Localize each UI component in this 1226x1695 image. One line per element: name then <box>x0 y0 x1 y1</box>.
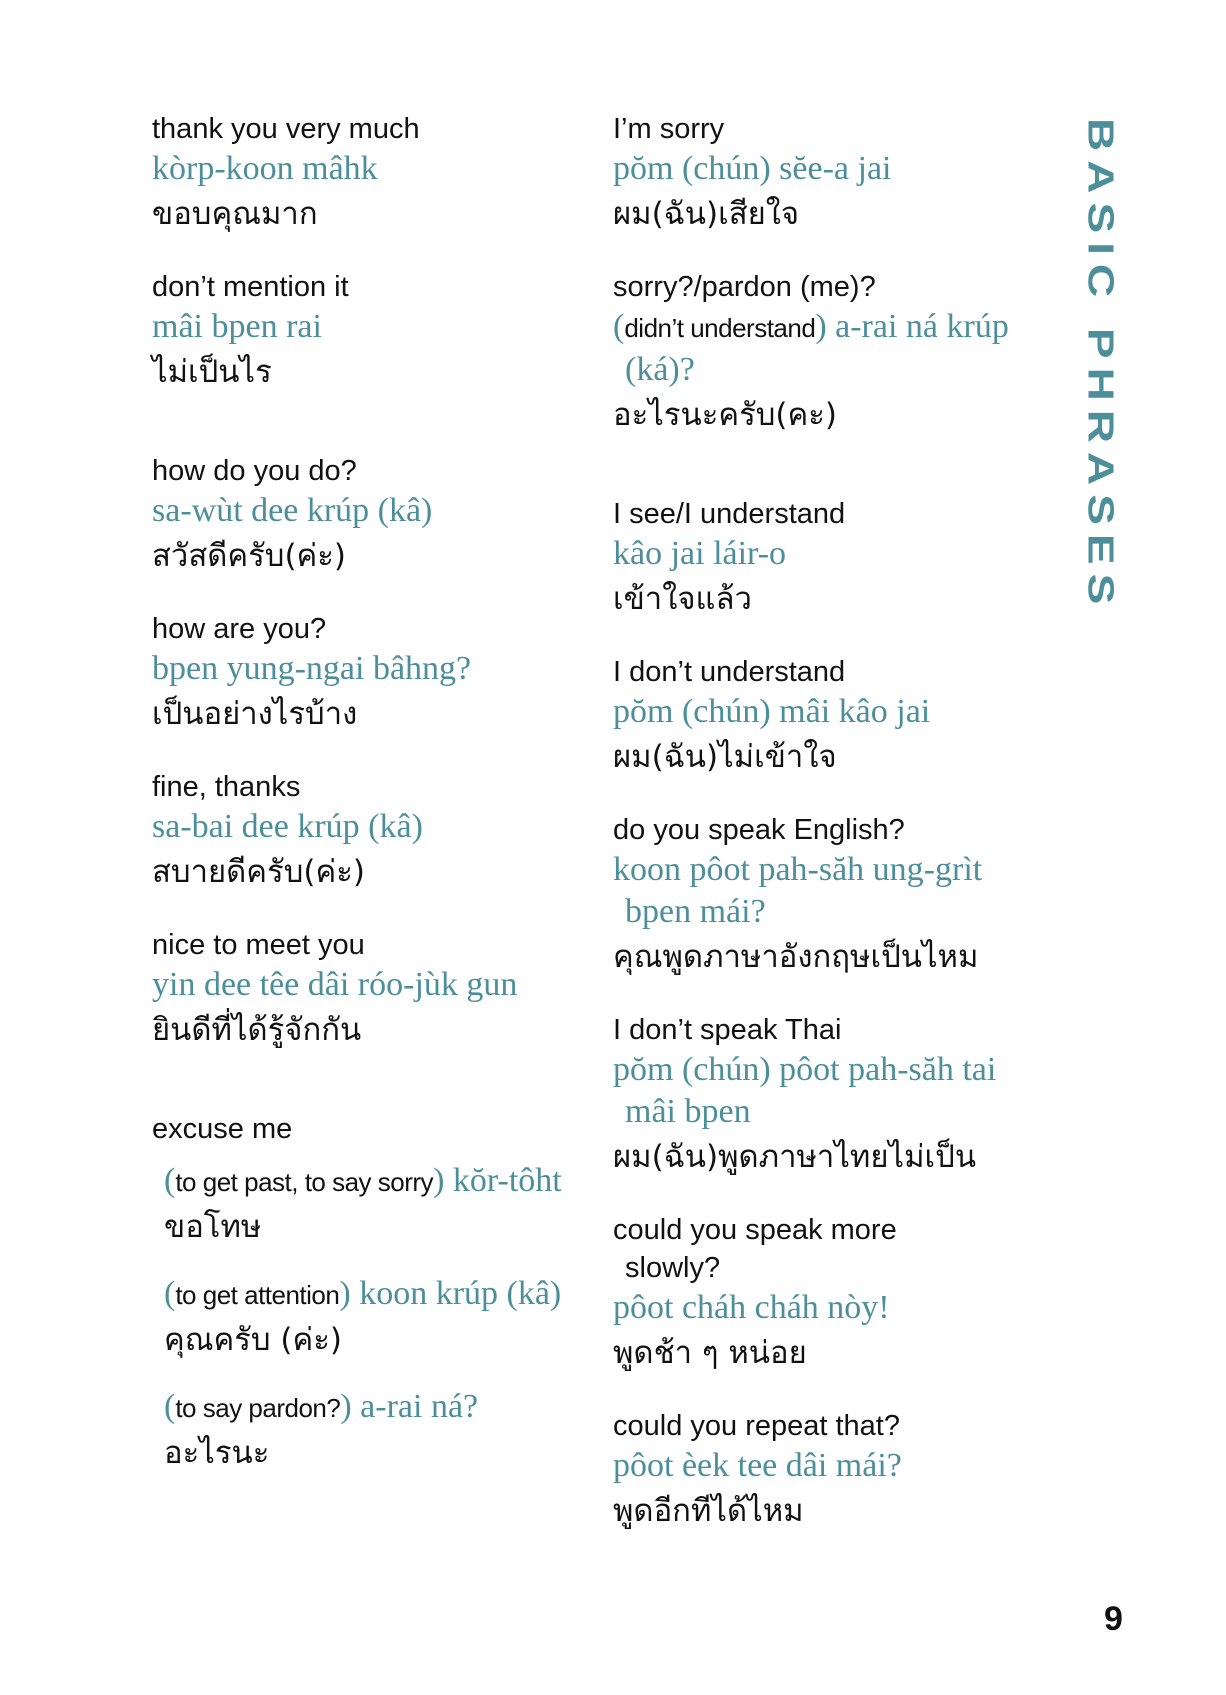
thai-script: พูดช้า ๆ หน่อย <box>613 1335 807 1371</box>
transliteration: bpen yung-ngai bâhng? <box>152 650 472 687</box>
phrase-entry <box>613 1211 1033 1377</box>
thai-script: อะไรนะครับ(คะ) <box>613 397 837 433</box>
usage-variant: (to say pardon?) a-rai ná? อะไรนะ <box>152 1386 592 1477</box>
usage-variant: (to get attention) koon krúp (kâ) คุณครับ (ค่ะ) <box>152 1273 592 1364</box>
thai-script: คุณครับ (ค่ะ) <box>164 1322 342 1358</box>
english-phrase: how do you do? <box>152 455 357 487</box>
phrase-entry <box>152 110 592 238</box>
usage-context: to say pardon? <box>175 1393 341 1423</box>
transliteration: pŏm (chún) sĕe-a jai <box>613 150 892 187</box>
thai-script: สวัสดีครับ(ค่ะ) <box>152 538 347 574</box>
phrase-entry <box>613 110 1033 238</box>
thai-script: ขอบคุณมาก <box>152 196 318 232</box>
usage-context: to get past, to say sorry <box>175 1167 434 1197</box>
transliteration: a-rai ná? <box>360 1388 479 1425</box>
transliteration: pŏm (chún) mâi kâo jai <box>613 693 931 730</box>
english-phrase-continued: slowly? <box>625 1252 721 1284</box>
section-title: BASIC PHRASES <box>1080 118 1122 614</box>
phrase-entry <box>152 452 592 580</box>
phrase-entry-excuse-me <box>152 1110 592 1477</box>
thai-script: พูดอีกทีได้ไหม <box>613 1493 804 1529</box>
transliteration: mâi bpen rai <box>152 308 322 345</box>
english-phrase: I’m sorry <box>613 113 725 145</box>
usage-context: to get attention <box>175 1280 340 1310</box>
phrase-entry <box>152 926 592 1054</box>
english-phrase: how are you? <box>152 613 327 645</box>
thai-script: ไม่เป็นไร <box>152 354 272 390</box>
thai-script: ผม(ฉัน)ไม่เข้าใจ <box>613 739 837 775</box>
thai-script: ผม(ฉัน)พูดภาษาไทยไม่เป็น <box>613 1139 977 1175</box>
english-phrase: I don’t understand <box>613 656 846 688</box>
transliteration: kòrp-koon mâhk <box>152 150 378 187</box>
thai-script: เข้าใจแล้ว <box>613 581 752 617</box>
transliteration-continued: mâi bpen <box>625 1093 751 1130</box>
english-phrase: don’t mention it <box>152 271 349 303</box>
transliteration: koon krúp (kâ) <box>359 1275 562 1312</box>
transliteration-continued: bpen mái? <box>625 893 766 930</box>
english-phrase: I don’t speak Thai <box>613 1014 842 1046</box>
english-phrase: nice to meet you <box>152 929 365 961</box>
thai-script: เป็นอย่างไรบ้าง <box>152 696 358 732</box>
phrase-entry <box>613 653 1033 781</box>
transliteration: pŏm (chún) pôot pah-săh tai <box>613 1051 997 1088</box>
transliteration: sa-wùt dee krúp (kâ) <box>152 492 433 529</box>
transliteration: koon pôot pah-săh ung-grìt <box>613 851 983 888</box>
english-phrase: could you repeat that? <box>613 1410 900 1442</box>
phrase-entry <box>613 1407 1033 1535</box>
thai-script: ยินดีที่ได้รู้จักกัน <box>152 1012 362 1048</box>
phrase-entry <box>152 768 592 896</box>
thai-script: คุณพูดภาษาอังกฤษเป็นไหม <box>613 939 979 975</box>
phrase-entry: sorry?/pardon (me)? (didn’t understand) a-rai ná krúp (ká)? อะไรนะครับ(คะ) <box>613 268 1033 439</box>
phrase-entry <box>613 811 1033 981</box>
phrase-entry <box>152 268 592 396</box>
transliteration-continued: (ká)? <box>625 351 695 388</box>
thai-script: สบายดีครับ(ค่ะ) <box>152 854 365 890</box>
phrase-entry <box>613 495 1033 623</box>
english-phrase: do you speak English? <box>613 814 905 846</box>
thai-script: อะไรนะ <box>164 1435 270 1471</box>
usage-variant: (to get past, to say sorry) kŏr-tôht ขอโทษ <box>152 1160 592 1251</box>
transliteration: sa-bai dee krúp (kâ) <box>152 808 423 845</box>
phrase-entry <box>152 610 592 738</box>
thai-script: ขอโทษ <box>164 1209 262 1245</box>
english-phrase: thank you very much <box>152 113 420 145</box>
phrase-entry <box>613 1011 1033 1181</box>
thai-script: ผม(ฉัน)เสียใจ <box>613 196 800 232</box>
transliteration: pôot èek tee dâi mái? <box>613 1447 902 1484</box>
transliteration: pôot cháh cháh nòy! <box>613 1289 890 1326</box>
transliteration: kŏr-tôht <box>452 1162 562 1199</box>
left-column <box>152 110 592 1507</box>
right-column <box>613 110 1033 1565</box>
page-number: 9 <box>1104 1600 1123 1638</box>
english-phrase: excuse me <box>152 1113 293 1145</box>
transliteration: a-rai ná krúp <box>835 308 1009 345</box>
english-phrase: sorry?/pardon (me)? <box>613 271 876 303</box>
english-phrase: I see/I understand <box>613 498 846 530</box>
english-phrase: could you speak more <box>613 1214 897 1246</box>
english-phrase: fine, thanks <box>152 771 301 803</box>
usage-context: didn’t understand <box>624 313 816 343</box>
transliteration: kâo jai láir-o <box>613 535 787 572</box>
transliteration: yin dee têe dâi róo-jùk gun <box>152 966 518 1003</box>
